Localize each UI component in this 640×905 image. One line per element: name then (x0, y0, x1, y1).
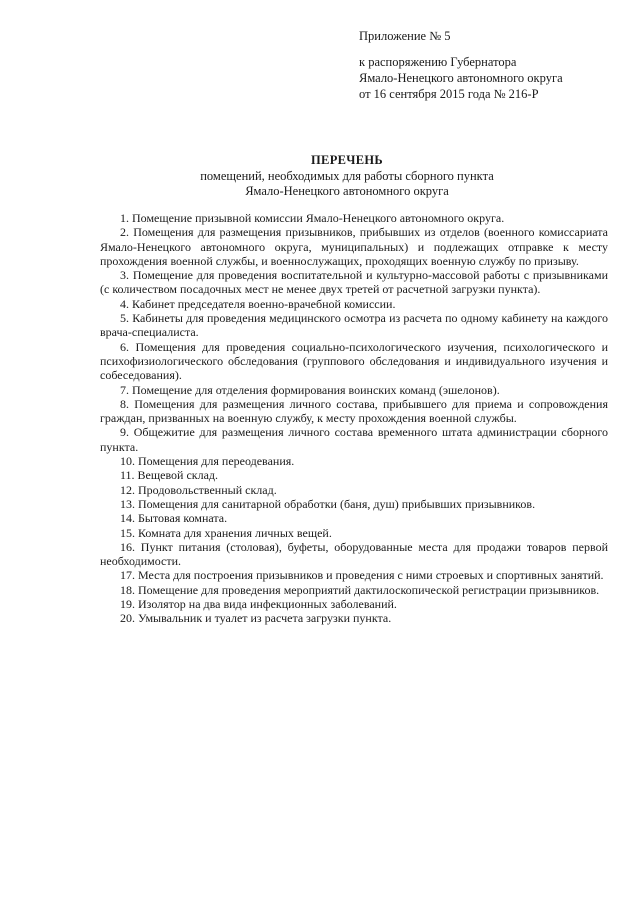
list-item: 19. Изолятор на два вида инфекционных заболеваний. (120, 597, 397, 612)
appendix-region-line: Ямало-Ненецкого автономного округа (359, 71, 563, 85)
list-item: 4. Кабинет председателя военно-врачебной комиссии. (120, 296, 396, 311)
appendix-number: Приложение № 5 (359, 29, 451, 43)
title-heading: ПЕРЕЧЕНЬ (311, 153, 383, 167)
list-item: 6. Помещения для проведения социально-психологического изучения, психологического и психофизиологического обследования (группового обследования и индивидуального изучения и собеседования). (100, 339, 608, 383)
list-item: 12. Продовольственный склад. (120, 482, 277, 497)
appendix-header (359, 28, 563, 102)
list-item: 11. Вещевой склад. (120, 468, 219, 483)
list-item: 10. Помещения для переодевания. (120, 454, 295, 469)
document-title (100, 153, 594, 199)
title-subtitle-line-2: Ямало-Ненецкого автономного округа (245, 184, 449, 198)
list-item: 5. Кабинеты для проведения медицинского осмотра из расчета по одному кабинету на каждого врача-специалиста. (100, 311, 608, 340)
list-item: 16. Пункт питания (столовая), буфеты, оборудованные места для продажи товаров первой необходимости. (100, 539, 608, 569)
list-item: 14. Бытовая комната. (120, 511, 228, 526)
list-item: 15. Комната для хранения личных вещей. (120, 525, 332, 540)
appendix-order-line: к распоряжению Губернатора (359, 55, 517, 69)
list-item: 13. Помещения для санитарной обработки (баня, душ) прибывших призывников. (120, 496, 536, 511)
list-item: 7. Помещение для отделения формирования воинских команд (эшелонов). (120, 382, 500, 397)
list-item: 1. Помещение призывной комиссии Ямало-Ненецкого автономного округа. (120, 211, 505, 225)
list-item: 20. Умывальник и туалет из расчета загрузки пункта. (120, 611, 392, 626)
list-item: 3. Помещение для проведения воспитательной и культурно-массовой работы с призывниками (с количеством посадочных мест не менее двух третей от расчетной загрузки пункта). (100, 268, 608, 297)
list-item: 9. Общежитие для размещения личного состава временного штата администрации сборного пункта. (100, 425, 608, 454)
list-item: 2. Помещения для размещения призывников, прибывших из отделов (военного комиссариата Ямало-Ненецкого автономного округа, муниципальных) и подлежащих отправке к месту прохождения военной службы, и военнослужащих, проходящих военную службу по призыву. (100, 225, 608, 268)
premises-list (100, 211, 608, 626)
title-subtitle-line-1: помещений, необходимых для работы сборного пункта (200, 169, 494, 183)
list-item: 8. Помещения для размещения личного состава, прибывшего для приема и сопровождения граждан, призванных на военную службу, к месту прохождения военной службы. (100, 396, 608, 426)
appendix-date-line: от 16 сентября 2015 года № 216-Р (359, 87, 539, 101)
list-item: 18. Помещение для проведения мероприятий дактилоскопической регистрации призывников. (120, 582, 600, 597)
list-item: 17. Места для построения призывников и проведения с ними строевых и спортивных занятий. (120, 568, 604, 583)
